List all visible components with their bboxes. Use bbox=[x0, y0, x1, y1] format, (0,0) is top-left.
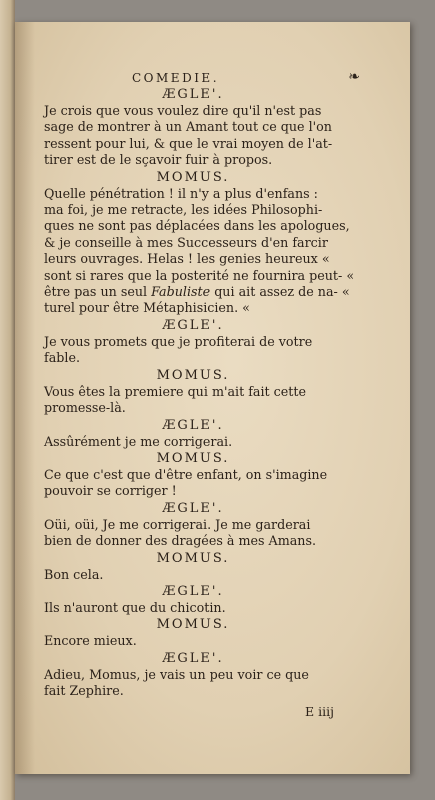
speech-line: leurs ouvrages. Helas ! les genies heureux « bbox=[44, 251, 330, 267]
speaker-name: ÆGLE'. bbox=[162, 650, 224, 666]
running-head-title: COMEDIE. bbox=[132, 71, 220, 85]
speech-paragraph bbox=[34, 185, 355, 317]
speech-paragraph bbox=[34, 384, 352, 417]
speech-line: Adieu, Momus, je vais un peu voir ce que bbox=[44, 666, 309, 682]
speaker-name: ÆGLE'. bbox=[162, 583, 224, 599]
speech-line: Je vous promets que je profiterai de votre bbox=[44, 333, 313, 349]
speech-line: fait Zephire. bbox=[44, 683, 124, 699]
speech-line: Oüi, oüi, Je me corrigerai. Je me garderai bbox=[44, 516, 311, 532]
speech-line: Assûrément je me corrigerai. bbox=[44, 433, 233, 449]
speech-line: Je crois que vous voulez dire qu'il n'est pas bbox=[44, 103, 322, 118]
speech-line: sont si rares que la posterité ne fournira peut- « bbox=[44, 267, 355, 283]
speaker-name: ÆGLE'. bbox=[162, 417, 224, 433]
speaker-name: ÆGLE'. bbox=[162, 500, 224, 516]
facing-page-edge bbox=[0, 0, 15, 800]
speech-line: Vous êtes la premiere qui m'ait fait cette bbox=[44, 383, 306, 399]
speech-line: Encore mieux. bbox=[44, 633, 137, 649]
speaker-name: MOMUS. bbox=[156, 367, 230, 383]
speech-line: ma foi, je me retracte, les idées Philosophi- bbox=[44, 202, 323, 218]
speech-line: bien de donner des dragées à mes Amans. bbox=[44, 533, 317, 549]
signature-mark: E iiij bbox=[305, 703, 334, 719]
speech-paragraph bbox=[34, 567, 352, 583]
speaker-name: ÆGLE'. bbox=[162, 317, 224, 333]
page-text bbox=[34, 69, 360, 720]
speech-line: Ce que c'est que d'être enfant, on s'imagine bbox=[44, 466, 328, 482]
speech-line: Ils n'auront que du chicotin. bbox=[44, 599, 226, 615]
speech-paragraph bbox=[34, 434, 352, 450]
speech-line: Bon cela. bbox=[44, 566, 104, 582]
speech-line: être pas un seul Fabuliste qui ait assez de na- « bbox=[44, 284, 350, 300]
speech-line: promesse-là. bbox=[44, 400, 126, 416]
dialogue bbox=[34, 87, 355, 700]
speaker-name: MOMUS. bbox=[156, 169, 230, 185]
page-gutter-shadow bbox=[15, 22, 35, 774]
speech-paragraph bbox=[34, 467, 352, 500]
page-sheet bbox=[15, 22, 410, 774]
speech-paragraph bbox=[34, 667, 352, 700]
speech-line: Quelle pénétration ! il n'y a plus d'enfans : bbox=[44, 185, 318, 201]
ornament-icon: ❧ bbox=[348, 69, 360, 85]
speaker-name: ÆGLE'. bbox=[162, 87, 224, 102]
speech-line: & je conseille à mes Successeurs d'en farcir bbox=[44, 234, 328, 250]
speech-line: tirer est de le sçavoir fuir à propos. bbox=[44, 152, 273, 168]
speaker-name: MOMUS. bbox=[156, 450, 230, 466]
speech-line: fable. bbox=[44, 350, 80, 366]
speech-paragraph bbox=[34, 517, 352, 550]
speaker-name: MOMUS. bbox=[156, 550, 230, 566]
speech-line: pouvoir se corriger ! bbox=[44, 483, 177, 499]
speech-paragraph bbox=[34, 334, 352, 367]
speech-paragraph bbox=[34, 600, 352, 616]
speech-line: ressent pour lui, & que le vrai moyen de l'at- bbox=[44, 135, 333, 151]
speaker-name: MOMUS. bbox=[156, 617, 230, 633]
speech-line: sage de montrer à un Amant tout ce que l'on bbox=[44, 119, 332, 135]
speech-paragraph bbox=[34, 633, 352, 649]
speech-paragraph bbox=[34, 103, 352, 169]
speech-line: ques ne sont pas déplacées dans les apologues, bbox=[44, 218, 350, 234]
running-head bbox=[34, 69, 360, 86]
speech-line: turel pour être Métaphisicien. « bbox=[44, 300, 250, 316]
